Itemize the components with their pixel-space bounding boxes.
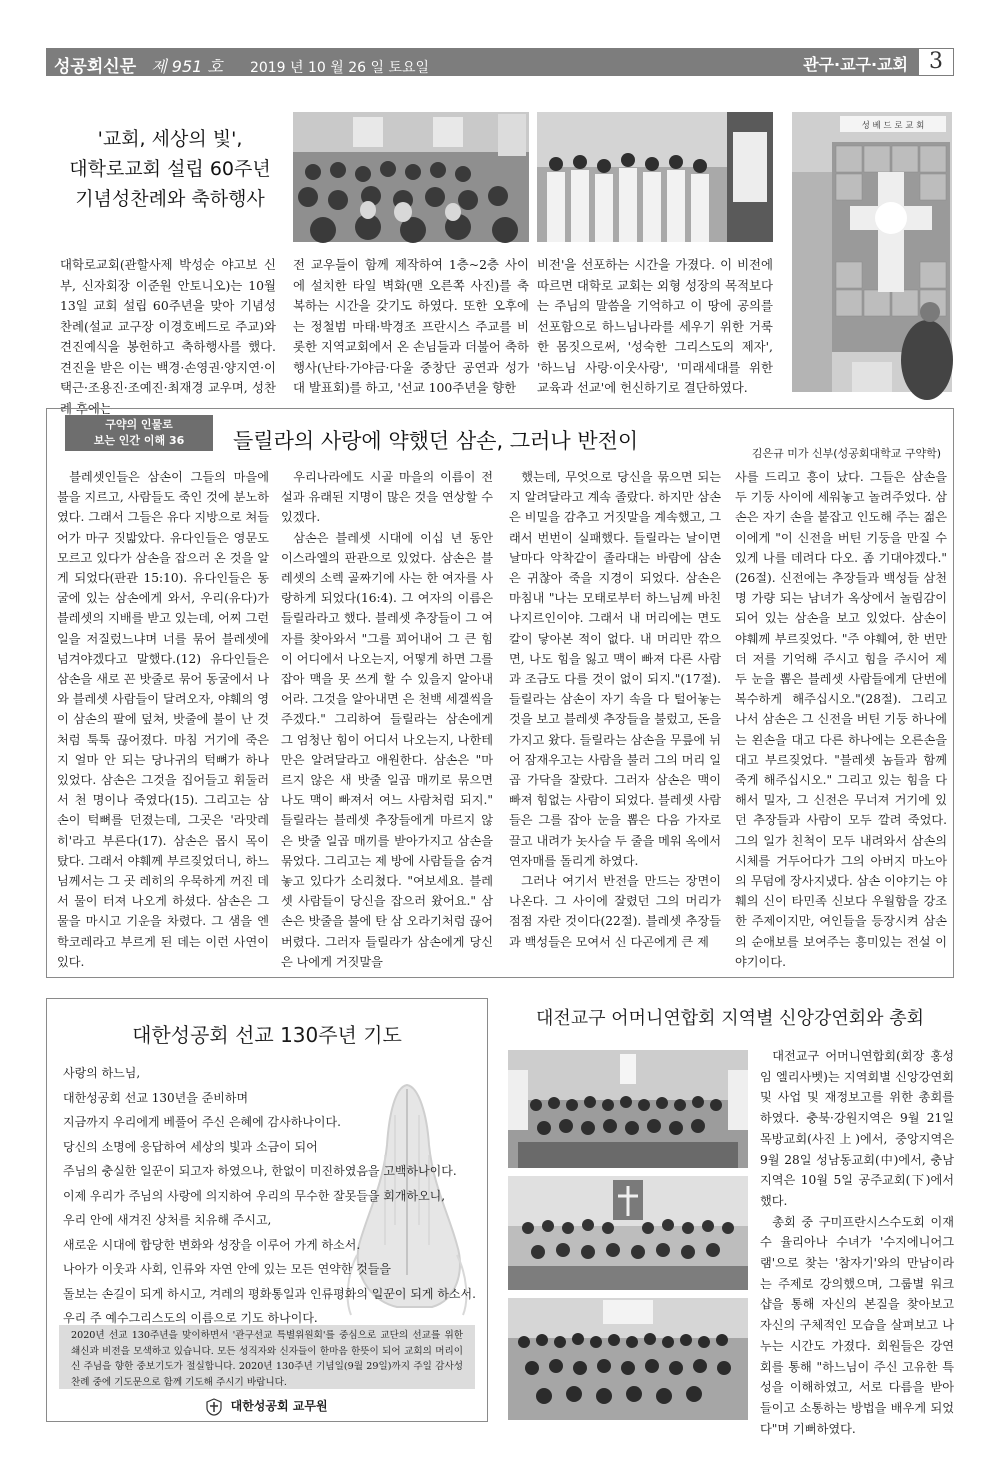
series-badge-line: 구약의 인물로: [105, 418, 173, 431]
article1-title-line: 대학로교회 설립 60주년: [69, 158, 271, 180]
prayer-box: [46, 998, 488, 1422]
prayer-line: 새로운 시대에 합당한 변화와 성장을 이루어 가게 하소서.: [63, 1237, 361, 1252]
page-header: [46, 48, 954, 76]
article3-body: [760, 1046, 954, 1436]
photo-group-middle: [508, 1176, 748, 1290]
newspaper-name: 성공회신문: [54, 57, 137, 77]
article3-paragraph: 총회 중 구미프란시스수도회 이재수 율리아나 수녀가 '수지에니어그램'으로 찾는 '참자기'와의 만남이라는 주제로 강의했으며, 그룹별 워크샵을 통해 자신의 본질을 찾아보고 자신의 구체적인 모습을 살펴보고 나누는 시간도 가졌다. 회원들은 강연회를 통해 "하느님이 주신 고유한 특성을 이해하였고, 서로 다름을 받아들이고 소통하는 방법을 배우게 되었다"며 기뻐하였다.: [760, 1214, 954, 1436]
prayer-line: 지금까지 우리에게 베풀어 주신 은혜에 감사하나이다.: [63, 1115, 341, 1129]
photo-tile-mural: [792, 112, 952, 392]
photo-group-top: [508, 1050, 748, 1168]
signature-text: 대한성공회 교무원: [230, 1399, 328, 1413]
article1-column-3: 비전'을 선포하는 시간을 가졌다. 이 비전에 따르면 대학로 교회는 외형 성장의 목적보다는 주님의 말씀을 기억하고 이 땅에 공의를 선포함으로 하느님나라를 세우기 위한 거룩한 몸짓으로써, '성숙한 그리스도의 제자', '하느님 사랑·이웃사랑', '미래세대를 위한 교육과 선교'에 헌신하기로 결단하였다.: [537, 257, 773, 395]
feature-paragraph: 사를 드리고 흥이 났다. 그들은 삼손을 두 기둥 사이에 세워놓고 놀려주었다. 삼손은 자기 손을 붙잡고 인도해 주는 젊은이에게 "이 신전을 버틴 기둥을 만질 수 있게 나를 데려다 다오. 좀 기대야겠다."(26절). 신전에는 추장들과 백성들 삼천 명 가량 되는 남녀가 옥상에서 놀림감이 되어 있는 삼손을 보고 있었다. 삼손이 야훼께 부르짖었다. "주 야훼여, 한 번만 더 저를 기억해 주시고 힘을 주시어 제 두 눈을 뽑은 블레셋 사람들에게 단번에 복수하게 해주십시오."(28절). 그리고 나서 삼손은 그 신전을 버틴 기둥 하나에는 왼손을 대고 다른 하나에는 오른손을 대고 부르짖었다. "블레셋 놈들과 함께 죽게 해주십시오." 그리고 있는 힘을 다해서 밀자, 그 신전은 무너져 거기에 있던 추장들과 사람이 모두 깔려 죽었다. 그의 일가 친척이 모두 내려와서 삼손의 시체를 거두어다가 그의 아버지 마노아의 무덤에 장사지냈다. 삼손 이야기는 야훼의 신이 타민족 신보다 우월함을 강조한 주제이지만, 여인들을 등장시켜 삼손의 순애보를 보여주는 흥미있는 전설 이야기이다.: [735, 470, 947, 969]
prayer-line: 이제 우리가 주님의 사랑에 의지하여 우리의 무수한 잘못들을 회개하오니,: [63, 1188, 446, 1203]
prayer-line: 당신의 소명에 응답하여 세상의 빛과 소금이 되어: [63, 1139, 318, 1154]
article1-title: [60, 124, 280, 214]
prayer-note: 2020년 선교 130주년을 맞이하면서 '관구선교 특별위원회'를 중심으로 교단의 선교를 위한 쇄신과 비전을 모색하고 있습니다. 모든 성직자와 신자들이 한마음 한뜻이 되어 교회의 머리이신 주님을 향한 중보기도가 절실합니다. 2020년 130주년 기념일(9월 29일)까지 주일 감사성찬례 중에 기도문으로 함께 기도해 주시기 바랍니다.: [59, 1325, 475, 1389]
feature-paragraph: 우리나라에도 시골 마을의 이름이 전설과 유래된 지명이 많은 것을 연상할 수 있겠다.: [281, 470, 493, 525]
article1-title-line: '교회, 세상의 빛',: [97, 128, 243, 150]
photo-choir: [537, 112, 773, 242]
mural-sign-text: 성 베 드 로 교 회: [861, 121, 925, 131]
section-name: 관구·교구·교회: [803, 55, 908, 74]
prayer-line: 돌보는 손길이 되게 하시고, 겨레의 평화통일과 인류평화의 일꾼이 되게 하소서.: [63, 1286, 476, 1301]
feature-box: [46, 408, 954, 978]
feature-paragraph: 그러나 여기서 반전을 만드는 장면이 나온다. 그 사이에 잘렸던 그의 머리가 점점 자란 것이다(22절). 블레셋 추장들과 백성들은 모여서 신 다곤에게 큰 제: [509, 874, 721, 949]
photo-congregation: [293, 112, 529, 242]
feature-author: 김은규 미가 신부(성공회대학교 구약학): [751, 447, 941, 460]
prayer-line: 사랑의 하느님,: [63, 1066, 141, 1080]
feature-column-3: [509, 467, 721, 972]
article3-title: 대전교구 어머니연합회 지역별 신앙강연회와 총회: [535, 1008, 925, 1029]
feature-column-1: [57, 467, 269, 972]
series-badge: [65, 415, 213, 451]
feature-column-2: [281, 467, 493, 972]
article1-column-2: 전 교우들이 함께 제작하여 1층~2층 사이에 설치한 타일 벽화(맨 오른쪽 사진)를 축복하는 시간을 갖기도 하였다. 또한 오후에는 정철범 마태·박경조 프란시스 주교를 비롯한 지역교회에서 온 손님들과 더불어 축하행사(난타·가야금·다울 중창단 공연과 성가대 발표회)를 하고, '선교 100주년을 향한: [293, 257, 529, 395]
prayer-signature: [47, 1397, 487, 1416]
issue-number: 제 951 호: [151, 57, 223, 76]
article1-title-line: 기념성찬례와 축하행사: [75, 188, 265, 210]
issue-date: 2019 년 10 월 26 일 토요일: [249, 60, 430, 76]
prayer-line: 우리 안에 새겨진 상처를 치유해 주시고,: [63, 1213, 272, 1227]
page-number: 3: [918, 48, 954, 76]
feature-column-4: [735, 467, 947, 972]
feature-paragraph: 블레셋인들은 삼손이 그들의 마을에 불을 지르고, 사람들도 죽인 것에 분노하였다. 그래서 그들은 유다 지방으로 쳐들어가 마구 짓밟았다. 유다인들은 영문도 모르고 있다가 삼손을 잡으러 온 것을 알게 되었다(판관 15:10). 유다인들은 동굴에 있는 삼손에게 와서, 우리(유다)가 블레셋의 지배를 받고 있는데, 어찌 그런 일을 저질렀느냐며 너를 묶어 블레셋에 넘겨야겠다고 말했다.(12) 유다인들은 삼손을 새로 꼰 밧줄로 묶어 동굴에서 나와 블레셋 사람들이 달려오자, 야훼의 영이 삼손의 팔에 덮쳐, 밧줄에 불이 난 것처럼 툭툭 끊어졌다. 마침 거기에 죽은 지 얼마 안 되는 당나귀의 턱뼈가 하나 있었다. 삼손은 그것을 집어들고 휘둘러서 천 명이나 죽였다(15). 그리고는 삼손이 턱뼈를 던졌는데, 그곳은 '라맛레히'라고 부른다(17). 삼손은 몹시 목이 탔다. 그래서 야훼께 부르짖었더니, 하느님께서는 그 곳 레히의 우묵하게 꺼진 데서 물이 터져 나오게 하셨다. 삼손은 그 물을 마시고 기운을 차렸다. 그 샘을 엔학코레라고 부르게 된 데는 이런 사연이 있다.: [57, 470, 269, 969]
feature-paragraph: 삼손은 블레셋 시대에 이십 년 동안 이스라엘의 판관으로 있었다. 삼손은 블레셋의 소렉 골짜기에 사는 한 여자를 사랑하게 되었다(16:4). 그 여자의 이름은 들릴라라고 했다. 블레셋 추장들이 그 여자를 찾아와서 "그를 꾀어내어 그 큰 힘이 어디에서 나오는지, 어떻게 하면 그를 잡아 맥을 못 쓰게 할 수 있을지 알아내어라. 그것을 알아내면 은 천백 세겔씩을 주겠다." 그리하여 들릴라는 삼손에게 그 엄청난 힘이 어디서 나오는지, 나한테만은 알려달라고 애원한다. 삼손은 "마르지 않은 새 밧줄 일곱 매끼로 묶으면 나도 맥이 빠져서 여느 사람처럼 되지." 들릴라는 블레셋 추장들에게 마르지 않은 밧줄 일곱 매끼를 받아가지고 삼손을 묶었다. 그리고는 제 방에 사람들을 숨겨놓고 있다가 소리쳤다. "여보세요. 블레셋 사람들이 당신을 잡으러 왔어요." 삼손은 밧줄을 불에 탄 삼 오라기처럼 끊어버렸다. 그러자 들릴라가 삼손에게 당신은 나에게 거짓말을: [281, 530, 493, 969]
article1-column-1: 대학로교회(관할사제 박성순 야고보 신부, 신자회장 이준원 안토니오)는 10월 13일 교회 설립 60주년을 맞아 기념성찬례(설교 교구장 이경호베드로 주교)와 견진예식을 봉헌하고 축하행사를 했다. 견진을 받은 이는 백경·손영권·양지연·이택근·조용진·조예진·최재경 교우며, 성찬례 후에는: [60, 257, 276, 416]
prayer-line: 나아가 이웃과 사회, 인류와 자연 안에 있는 모든 연약한 것들을: [63, 1262, 391, 1276]
church-seal-icon: [206, 1398, 222, 1416]
photo-group-bottom: [508, 1298, 748, 1420]
feature-title: 들릴라의 사랑에 약했던 삼손, 그러나 반전이: [233, 429, 639, 453]
header-left: [54, 52, 429, 77]
feature-paragraph: 했는데, 무엇으로 당신을 묶으면 되는지 알려달라고 계속 졸랐다. 하지만 삼손은 비밀을 감추고 거짓말을 계속했고, 그래서 번번이 실패했다. 들릴라는 날이면 날마다 악착같이 졸라대는 바람에 삼손은 귀찮아 죽을 지경이 되었다. 삼손은 마침내 "나는 모태로부터 하느님께 바친 나지르인이야. 그래서 내 머리에는 면도칼이 닿아본 적이 없다. 내 머리만 깎으면, 나도 힘을 잃고 맥이 빠져 다른 사람과 조금도 다를 것이 없이 되지."(17절). 들릴라는 삼손이 자기 속을 다 털어놓는 것을 보고 블레셋 추장들을 불렀고, 돈을 가지고 왔다. 들릴라는 삼손을 무릎에 뉘어 잠재우고는 사람을 불러 그의 머리 일곱 가닥을 잘랐다. 그러자 삼손은 맥이 빠져 힘없는 사람이 되었다. 블레셋 사람들은 그를 잡아 눈을 뽑은 다음 가자로 끌고 내려가 놋사슬 두 줄을 메워 옥에서 연자매를 돌리게 하였다.: [509, 470, 721, 868]
prayer-line: 주님의 충실한 일꾼이 되고자 하였으나, 한없이 미진하였음을 고백하나이다.: [63, 1164, 457, 1178]
series-badge-line: 보는 인간 이해 36: [93, 434, 185, 447]
prayer-title: 대한성공회 선교 130주년 기도: [132, 1023, 402, 1047]
prayer-line: 우리 주 예수그리스도의 이름으로 기도 하나이다.: [63, 1311, 318, 1325]
prayer-lines: [63, 1061, 483, 1331]
prayer-line: 대한성공회 선교 130년을 준비하며: [63, 1090, 249, 1105]
article3-paragraph: 대전교구 어머니연합회(회장 홍성임 엘리사벳)는 지역회별 신앙강연회 및 사업 및 재정보고를 위한 총회를 하였다. 충북·강원지역은 9월 21일 목방교회(사진上)에서, 중앙지역은 9월 28일 성남동교회(中)에서, 충남지역은 10월 5일 공주교회(下)에서 했다.: [760, 1049, 954, 1208]
